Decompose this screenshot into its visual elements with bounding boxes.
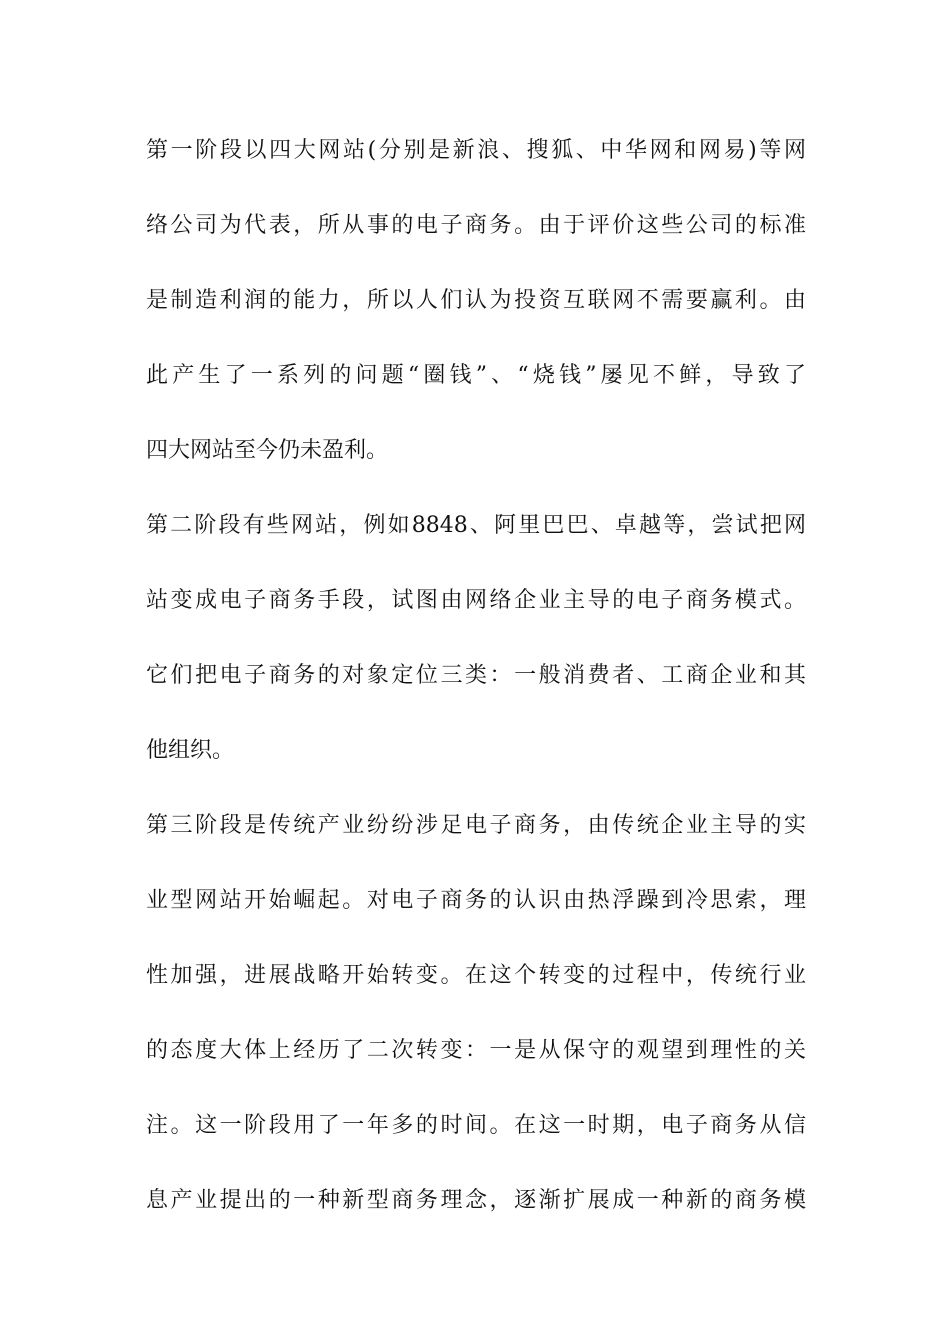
paragraph-2-line-3: 它们把电子商务的对象定位三类：一般消费者、工商企业和其 [146, 663, 806, 688]
paragraph-2-line-4: 他组织。 [146, 738, 235, 763]
paragraph-3-line-3: 性加强，进展战略开始转变。在这个转变的过程中，传统行业 [146, 963, 806, 988]
paragraph-3-line-6: 息产业提出的一种新型商务理念，逐渐扩展成一种新的商务模 [146, 1188, 806, 1213]
paragraph-1-line-4: 此产生了一系列的问题“圈钱”、“烧钱”屡见不鲜，导致了 [146, 363, 806, 388]
paragraph-3-line-1: 第三阶段是传统产业纷纷涉足电子商务，由传统企业主导的实 [146, 813, 806, 838]
paragraph-2-line-2: 站变成电子商务手段，试图由网络企业主导的电子商务模式。 [146, 588, 806, 613]
paragraph-1-line-3: 是制造利润的能力，所以人们认为投资互联网不需要赢利。由 [146, 288, 806, 313]
paragraph-1-line-5: 四大网站至今仍未盈利。 [146, 438, 389, 463]
paragraph-3-line-4: 的态度大体上经历了二次转变：一是从保守的观望到理性的关 [146, 1038, 806, 1063]
paragraph-3-line-2: 业型网站开始崛起。对电子商务的认识由热浮躁到冷思索，理 [146, 888, 806, 913]
paragraph-2-line-1: 第二阶段有些网站，例如8848、阿里巴巴、卓越等，尝试把网 [146, 513, 806, 538]
paragraph-1-line-2: 络公司为代表，所从事的电子商务。由于评价这些公司的标准 [146, 213, 806, 238]
paragraph-3-line-5: 注。这一阶段用了一年多的时间。在这一时期，电子商务从信 [146, 1113, 806, 1138]
paragraph-1-line-1: 第一阶段以四大网站(分别是新浪、搜狐、中华网和网易)等网 [146, 138, 806, 163]
